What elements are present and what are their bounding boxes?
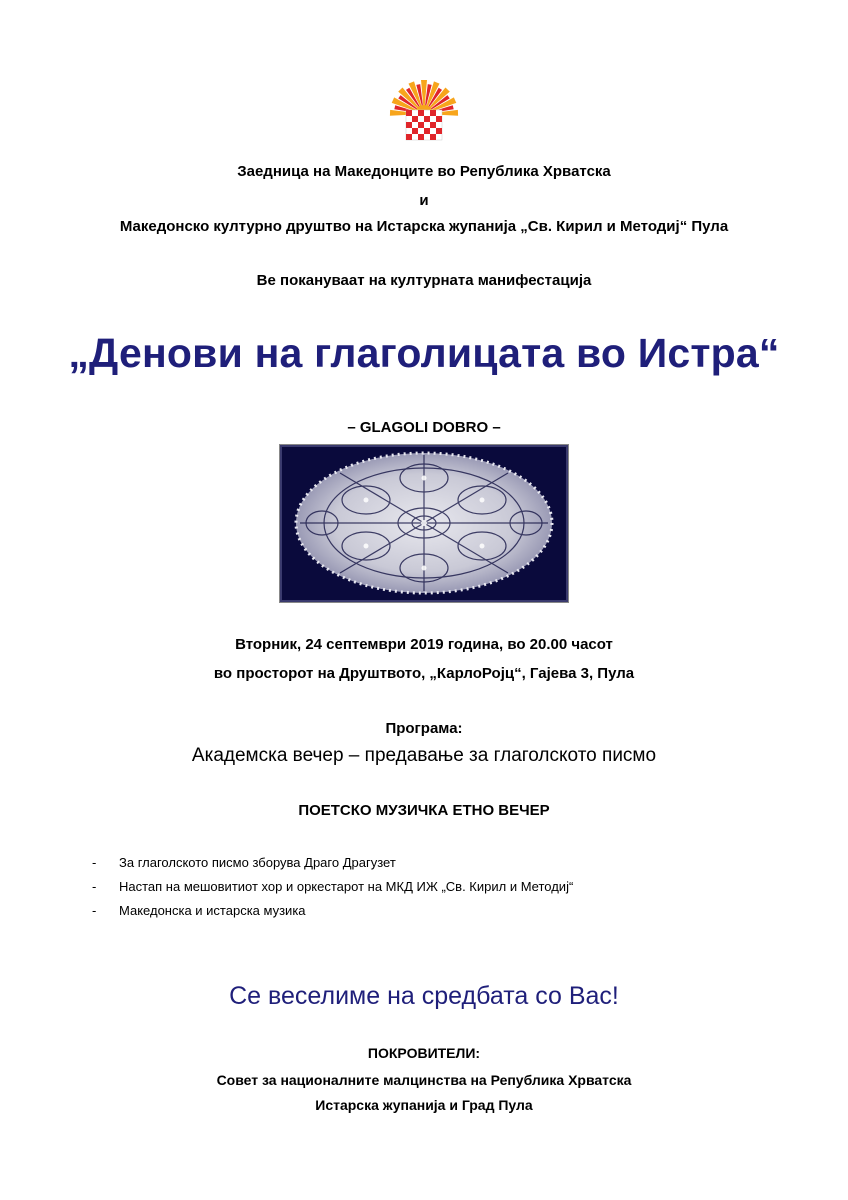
list-item (92, 903, 573, 927)
list-item (92, 879, 573, 903)
invitation-text: Ве покануваат на културната манифестација (256, 272, 592, 289)
lace-doily-image (279, 444, 569, 603)
program-list (92, 855, 573, 927)
event-subtitle: – GLAGOLI DOBRO – (347, 419, 501, 436)
list-item-text: Настап на мешовитиот хор и оркестарот на МКД ИЖ „Св. Кирил и Методиј“ (119, 879, 574, 894)
patrons-label: ПОКРОВИТЕЛИ: (367, 1045, 481, 1061)
event-venue: во просторот на Друштвото, „КарлоРојц“, Гајева 3, Пула (213, 665, 635, 682)
sun-checkerboard-logo (389, 76, 459, 148)
patron-line-1: Совет за националните малцинства на Република Хрватска (216, 1072, 632, 1088)
program-label: Програма: (385, 720, 463, 737)
list-item-text: Македонска и истарска музика (119, 903, 306, 918)
bullet-dash-icon: - (92, 903, 97, 918)
bullet-dash-icon: - (92, 879, 97, 894)
program-academic-evening: Академска вечер – предавање за глаголското писмо (191, 745, 657, 766)
closing-message: Се веселиме на средбата со Вас! (229, 982, 619, 1010)
patron-line-2: Истарска жупанија и Град Пула (315, 1097, 533, 1113)
list-item-text: За глаголското писмо зборува Драго Драгузет (119, 855, 396, 870)
organization-line-2: Македонско културно друштво на Истарска жупанија „Св. Кирил и Методиј“ Пула (119, 218, 729, 235)
list-item (92, 855, 573, 879)
event-title: „Денови на глаголицата во Истра“ (68, 330, 780, 376)
event-date-time: Вторник, 24 септември 2019 година, во 20.00 часот (235, 636, 613, 653)
bullet-dash-icon: - (92, 855, 97, 870)
program-evening-title: ПОЕТСКО МУЗИЧКА ЕТНО ВЕЧЕР (298, 802, 550, 819)
organization-line-1: Заедница на Македонците во Република Хрватска (237, 163, 611, 180)
conjunction: и (419, 192, 429, 209)
